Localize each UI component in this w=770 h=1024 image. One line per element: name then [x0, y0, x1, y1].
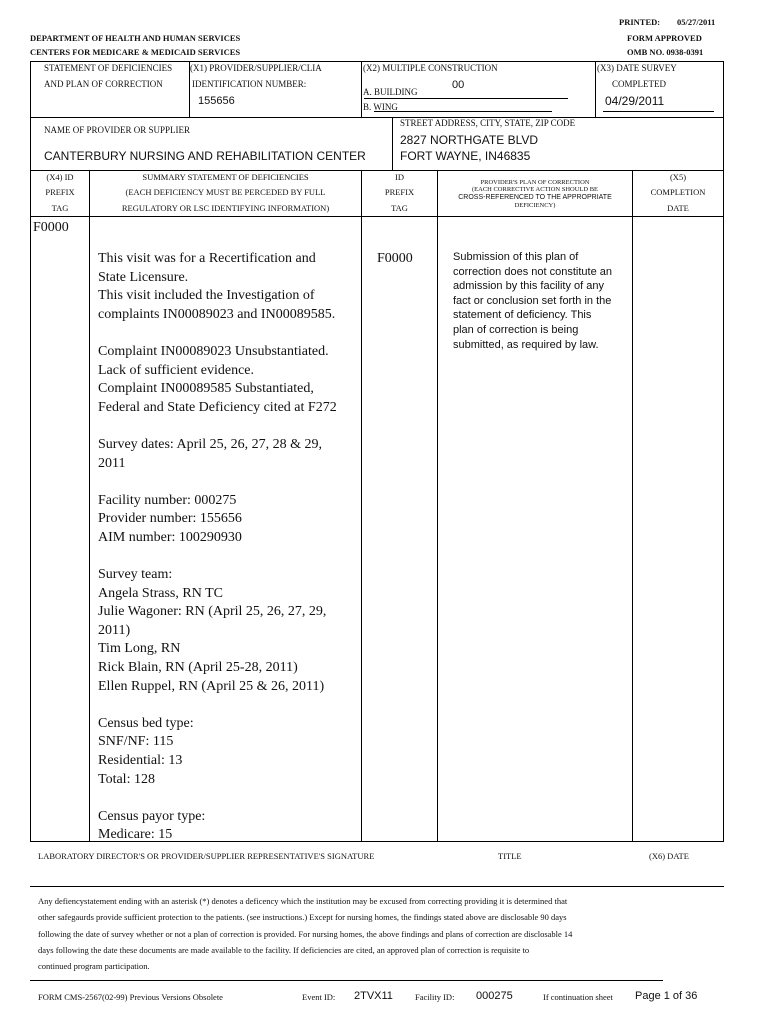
summary-line: Ellen Ruppel, RN (April 25 & 26, 2011) — [98, 678, 325, 694]
omb-number: OMB NO. 0938-0391 — [627, 47, 704, 57]
x6-date-label: (X6) DATE — [649, 851, 689, 861]
paragraph-gap — [98, 548, 337, 567]
summary-line: Tim Long, RN — [98, 641, 181, 657]
x3-label: (X3) DATE SURVEY — [597, 63, 677, 73]
printed-label: PRINTED: — [619, 17, 661, 27]
building-underline — [364, 98, 568, 99]
centers-title: CENTERS FOR MEDICARE & MEDICAID SERVICES — [30, 47, 241, 57]
x3-divider — [595, 61, 596, 117]
disclaimer-line: following the date of survey whether or not a plan of correction is provided. For nursing homes, the above findings and plans of correction are disclosable 14 — [38, 928, 573, 939]
plan-header-2: (EACH CORRECTIVE ACTION SHOULD BE — [471, 186, 599, 193]
address-divider — [392, 117, 393, 170]
summary-line: complaints IN00089023 and IN00089585. — [98, 306, 336, 322]
summary-line: Julie Wagoner: RN (April 25, 26, 27, 29, — [98, 604, 327, 620]
facility-id-value: 000275 — [476, 990, 513, 1002]
paragraph-gap — [98, 789, 337, 808]
plan-line: plan of correction is being — [453, 323, 579, 336]
summary-line: Survey team: — [98, 567, 173, 583]
disclaimer-line: continued program participation. — [38, 961, 150, 972]
summary-line: Complaint IN00089585 Substantiated, — [98, 381, 314, 397]
frame-top-line — [30, 61, 724, 62]
x1-value: 155656 — [198, 95, 235, 107]
x4-divider — [89, 170, 90, 841]
summary-line: This visit was for a Recertification and — [98, 251, 316, 266]
summary-line: Federal and State Deficiency cited at F272 — [98, 399, 337, 415]
disclaimer-text — [38, 893, 572, 974]
summary-line: AIM number: 100290930 — [98, 529, 242, 545]
continuation-label: If continuation sheet — [543, 992, 613, 1002]
address-line-1: 2827 NORTHGATE BLVD — [400, 133, 539, 147]
event-id-value: 2TVX11 — [354, 990, 393, 1002]
paragraph-gap — [98, 473, 337, 492]
plan-header-3: CROSS-REFERENCED TO THE APPROPRIATE — [458, 194, 612, 201]
date-survey-underline — [603, 111, 714, 112]
summary-header-2: (EACH DEFICIENCY MUST BE PERCEDED BY FULL — [125, 187, 326, 197]
address-label: STREET ADDRESS, CITY, STATE, ZIP CODE — [400, 118, 576, 128]
plan-line: Submission of this plan of — [453, 251, 579, 263]
summary-line: 2011) — [98, 622, 131, 638]
x1-label-1: (X1) PROVIDER/SUPPLIER/CLIA — [190, 63, 322, 73]
plan-line: admission by this facility of any — [453, 280, 605, 293]
summary-line: Census payor type: — [98, 808, 206, 824]
summary-line: Census bed type: — [98, 715, 194, 731]
disclaimer-line: Any defiencystatement ending with an asterisk (*) denotes a deficency which the institution may be excused from correcting providing it is determined that — [38, 896, 568, 906]
x5-header-1: (X5) — [669, 172, 687, 182]
plan-divider — [632, 170, 633, 841]
summary-divider — [361, 170, 362, 841]
facility-id-label: Facility ID: — [415, 992, 455, 1002]
plan-header-4: DEFICIENCY) — [514, 202, 556, 209]
x3-label-completed: COMPLETED — [612, 79, 666, 89]
id-block-bottom-line — [30, 117, 724, 118]
x3-value: 04/29/2011 — [605, 94, 665, 108]
x4-header-2: PREFIX — [45, 187, 75, 197]
disclaimer-line: days following the date these documents are made available to the facility. If deficiencies are cited, an approved plan of correction is requisite to — [38, 944, 530, 955]
form-number: FORM CMS-2567(02-99) Previous Versions Obsolete — [38, 992, 223, 1002]
department-title: DEPARTMENT OF HEALTH AND HUMAN SERVICES — [30, 33, 241, 43]
x2-divider — [361, 61, 362, 117]
summary-line: State Licensure. — [98, 269, 189, 285]
form-approved: FORM APPROVED — [627, 33, 702, 43]
plan-line: submitted, as required by law. — [453, 338, 599, 351]
wing-label: B. WING — [363, 102, 398, 112]
plan-line: correction does not constitute an — [453, 265, 612, 278]
id-header-3: TAG — [391, 203, 408, 213]
address-line-2: FORT WAYNE, IN46835 — [400, 149, 531, 163]
disclaimer-bottom-line — [30, 980, 663, 981]
event-id-label: Event ID: — [302, 992, 336, 1002]
x5-header-3: DATE — [667, 203, 689, 213]
summary-statement — [98, 250, 337, 845]
summary-header-1: SUMMARY STATEMENT OF DEFICIENCIES — [142, 172, 309, 182]
signature-bottom-line — [30, 886, 724, 887]
plan-line: fact or conclusion set forth in the — [453, 294, 612, 307]
provider-block-bottom-line — [30, 170, 724, 171]
x5-header-2: COMPLETION — [650, 187, 706, 197]
summary-line: Angela Strass, RN TC — [98, 585, 223, 601]
plan-line: statement of deficiency. This — [453, 309, 592, 322]
frame-right-line — [723, 61, 724, 841]
id-header-2: PREFIX — [384, 187, 415, 197]
title-label: TITLE — [498, 851, 522, 861]
x4-header-1: (X4) ID — [46, 172, 74, 182]
x2-label: (X2) MULTIPLE CONSTRUCTION — [363, 63, 498, 73]
summary-line: Lack of sufficient evidence. — [98, 362, 255, 378]
building-value: 00 — [452, 79, 465, 91]
statement-label-1: STATEMENT OF DEFICIENCIES — [44, 63, 173, 73]
summary-line: Provider number: 155656 — [98, 511, 242, 527]
summary-line: Survey dates: April 25, 26, 27, 28 & 29, — [98, 436, 322, 452]
summary-line: Facility number: 000275 — [98, 492, 237, 508]
right-prefix-tag: F0000 — [377, 251, 413, 266]
summary-header-3: REGULATORY OR LSC IDENTIFYING INFORMATION) — [121, 203, 330, 213]
summary-line: Residential: 13 — [98, 753, 183, 769]
plan-of-correction — [453, 250, 612, 352]
building-label: A. BUILDING — [363, 87, 418, 97]
printed-date: 05/27/2011 — [677, 17, 716, 27]
x1-label-2: IDENTIFICATION NUMBER: — [192, 79, 307, 89]
disclaimer-line: other safegaurds provide sufficient protection to the patients. (see instructions.) Except for nursing homes, the findings stated above are disclosable 90 days — [38, 912, 567, 923]
column-header-bottom-line — [30, 216, 724, 217]
summary-line: SNF/NF: 115 — [98, 734, 174, 750]
summary-line: Medicare: 15 — [98, 827, 173, 843]
left-prefix-tag: F0000 — [33, 220, 69, 235]
summary-line: Rick Blain, RN (April 25-28, 2011) — [98, 660, 298, 676]
summary-line: This visit included the Investigation of — [98, 288, 315, 304]
summary-line: Total: 128 — [98, 771, 155, 787]
paragraph-gap — [98, 324, 337, 343]
id-divider — [437, 170, 438, 841]
id-header-1: ID — [395, 172, 404, 182]
plan-header-1: PROVIDER'S PLAN OF CORRECTION — [480, 179, 590, 186]
page-number: Page 1 of 36 — [635, 990, 698, 1002]
provider-name: CANTERBURY NURSING AND REHABILITATION CENTER — [44, 149, 366, 163]
wing-underline — [374, 111, 552, 112]
summary-line: Complaint IN00089023 Unsubstantiated. — [98, 343, 329, 359]
x4-header-3: TAG — [51, 203, 69, 213]
signature-label: LABORATORY DIRECTOR'S OR PROVIDER/SUPPLIER REPRESENTATIVE'S SIGNATURE — [38, 851, 375, 861]
summary-line: 2011 — [98, 455, 126, 471]
provider-name-label: NAME OF PROVIDER OR SUPPLIER — [44, 125, 191, 135]
paragraph-gap — [98, 417, 337, 436]
paragraph-gap — [98, 696, 337, 715]
statement-label-2: AND PLAN OF CORRECTION — [44, 79, 163, 89]
